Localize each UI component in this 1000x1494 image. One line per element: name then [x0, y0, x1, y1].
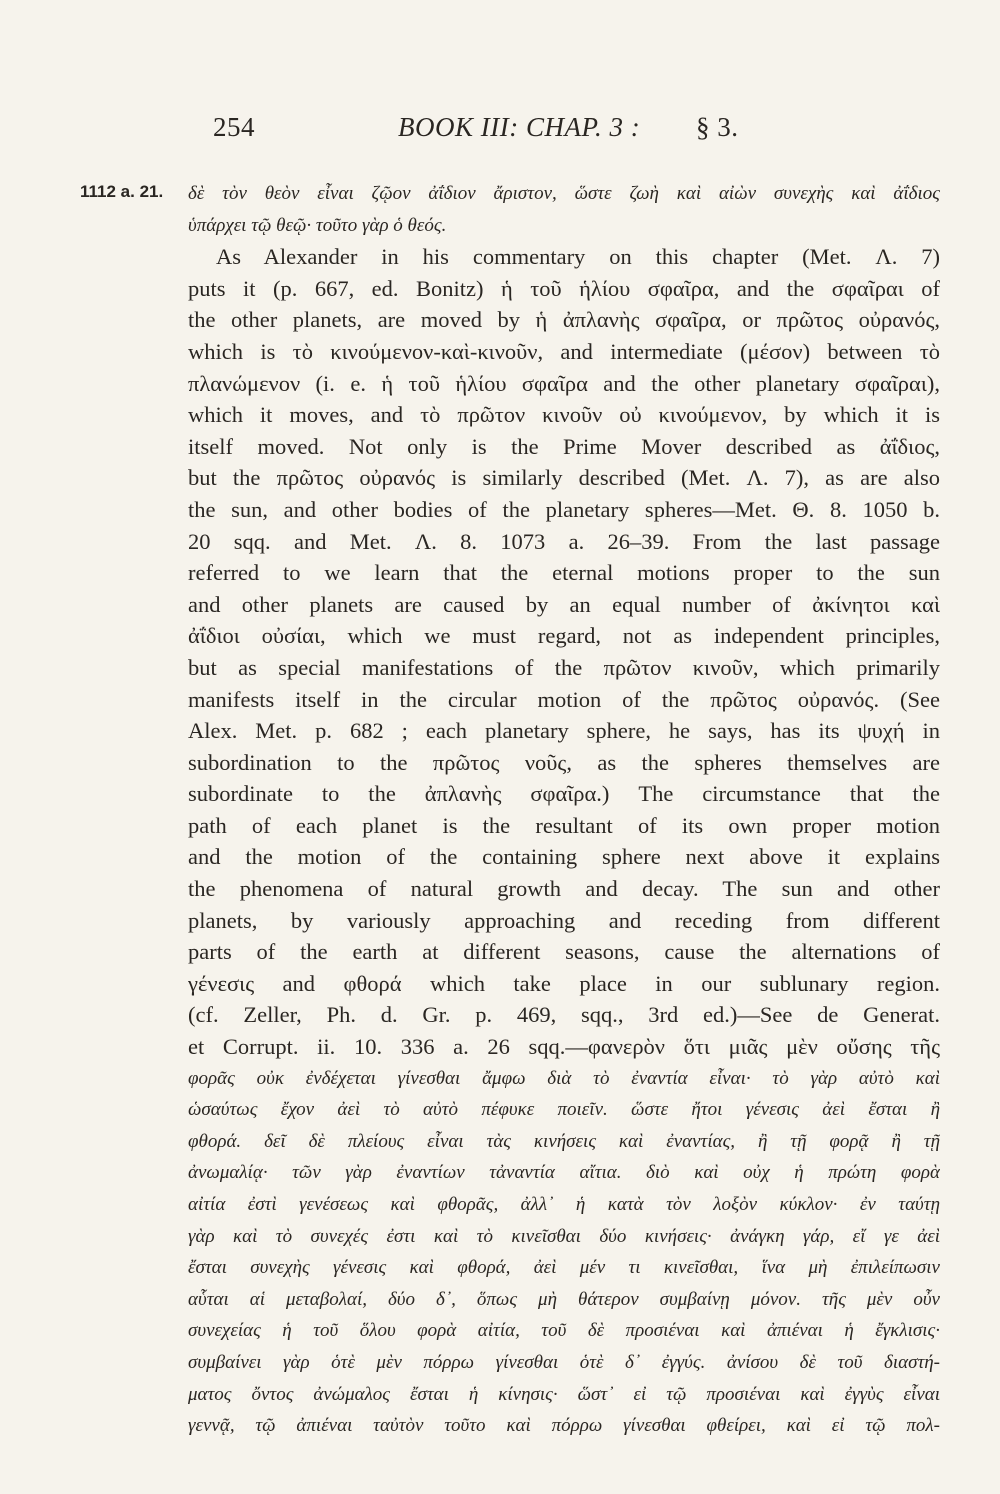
text-line: ὡσαύτως ἔχον ἀεὶ τὸ αὐτὸ πέφυκε ποιεῖν. ὥστε ἤτοι γένεσις ἀεὶ ἔσται ἢ — [188, 1099, 940, 1121]
text-line: subordination to the πρῶτος νοῦς, as the spheres themselves are — [188, 749, 940, 775]
text-line: itself moved. Not only is the Prime Mover described as ἀΐδιος, — [188, 433, 940, 459]
text-line: path of each planet is the resultant of its own proper motion — [188, 812, 940, 838]
text-line: the other planets, are moved by ἡ ἀπλανὴς σφαῖρα, or πρῶτος οὐρανός, — [188, 307, 940, 333]
text-line: referred to we learn that the eternal motions proper to the sun — [188, 560, 940, 586]
text-line: (cf. Zeller, Ph. d. Gr. p. 469, sqq., 3rd ed.)—See de Generat. — [188, 1002, 940, 1028]
text-line: and the motion of the containing sphere next above it explains — [188, 844, 940, 870]
text-line: but the πρῶτος οὐρανός is similarly described (Met. Λ. 7), as are also — [188, 465, 940, 491]
text-line: et Corrupt. ii. 10. 336 a. 26 sqq.—φανερὸν ὅτι μιᾶς μὲν οὔσης τῆς — [188, 1034, 940, 1060]
text-line: and other planets are caused by an equal number of ἀκίνητοι καὶ — [188, 591, 940, 617]
text-line: ματος ὄντος ἀνώμαλος ἔσται ἡ κίνησις· ὥστ᾽ εἰ τῷ προσιέναι καὶ ἐγγὺς εἶναι — [188, 1383, 940, 1405]
text-line: 20 sqq. and Met. Λ. 8. 1073 a. 26–39. From the last passage — [188, 528, 940, 554]
text-line: γεννᾷ, τῷ ἀπιέναι ταὐτὸν τοῦτο καὶ πόρρω γίνεσθαι φθείρει, καὶ εἰ τῷ πολ- — [188, 1415, 940, 1437]
text-line: puts it (p. 667, ed. Bonitz) ἡ τοῦ ἡλίου σφαῖρα, and the σφαῖραι of — [188, 275, 940, 301]
text-line: As Alexander in his commentary on this chapter (Met. Λ. 7) — [216, 244, 940, 270]
text-line: ἀΐδιοι οὐσίαι, which we must regard, not as independent principles, — [188, 623, 940, 649]
page-number: 254 — [213, 112, 255, 142]
text-line: manifests itself in the circular motion of the πρῶτος οὐρανός. (See — [188, 686, 940, 712]
text-line: γὰρ καὶ τὸ συνεχές ἐστι καὶ τὸ κινεῖσθαι δύο κινήσεις· ἀνάγκη γάρ, εἴ γε ἀεὶ — [188, 1225, 940, 1247]
text-line: φορᾶς οὐκ ἐνδέχεται γίνεσθαι ἄμφω διὰ τὸ ἐναντία εἶναι· τὸ γὰρ αὐτὸ καὶ — [188, 1067, 940, 1089]
text-line: which is τὸ κινούμενον-καὶ-κινοῦν, and intermediate (μέσον) between τὸ — [188, 338, 940, 364]
text-line: δὲ τὸν θεὸν εἶναι ζῷον ἀΐδιον ἄριστον, ὥστε ζωὴ καὶ αἰὼν συνεχὴς καὶ ἀΐδιος — [188, 183, 940, 204]
text-line: ἀνωμαλίᾳ· τῶν γὰρ ἐναντίων τἀναντία αἴτια. διὸ καὶ οὐχ ἡ πρώτη φορὰ — [188, 1162, 940, 1184]
text-line: but as special manifestations of the πρῶτον κινοῦν, which primarily — [188, 654, 940, 680]
text-line: parts of the earth at different seasons, cause the alternations of — [188, 939, 940, 965]
text-line: the phenomena of natural growth and decay. The sun and other — [188, 876, 940, 902]
text-line: συνεχείας ἡ τοῦ ὅλου φορὰ αἰτία, τοῦ δὲ προσιέναι καὶ ἀπιέναι ἡ ἔγκλισις· — [188, 1320, 940, 1342]
text-line: which it moves, and τὸ πρῶτον κινοῦν οὐ κινούμενον, by which it is — [188, 402, 940, 428]
text-line: αἰτία ἐστὶ γενέσεως καὶ φθορᾶς, ἀλλ᾽ ἡ κατὰ τὸν λοξὸν κύκλον· ἐν ταύτῃ — [188, 1194, 940, 1215]
section-mark: § 3. — [696, 112, 739, 142]
running-head: BOOK III: CHAP. 3 : — [398, 112, 641, 142]
text-line: συμβαίνει γὰρ ὁτὲ μὲν πόρρω γίνεσθαι ὁτὲ δ᾽ ἐγγύς. ἀνίσου δὲ τοῦ διαστή- — [188, 1351, 940, 1373]
text-line: planets, by variously approaching and receding from different — [188, 907, 940, 933]
body-text — [188, 178, 940, 1442]
text-line: αὗται αἱ μεταβολαί, δύο δ᾽, ὅπως μὴ θάτερον συμβαίνῃ μόνον. τῆς μὲν οὖν — [188, 1288, 940, 1310]
text-line: the sun, and other bodies of the planetary spheres—Met. Θ. 8. 1050 b. — [188, 496, 940, 522]
text-line: subordinate to the ἀπλανὴς σφαῖρα.) The circumstance that the — [188, 781, 940, 807]
text-line: ἔσται συνεχὴς γένεσις καὶ φθορά, ἀεὶ μέν τι κινεῖσθαι, ἵνα μὴ ἐπιλείπωσιν — [188, 1257, 940, 1279]
text-line: φθορά. δεῖ δὲ πλείους εἶναι τὰς κινήσεις καὶ ἐναντίας, ἢ τῇ φορᾷ ἢ τῇ — [188, 1130, 940, 1152]
text-line: ὑπάρχει τῷ θεῷ· τοῦτο γὰρ ὁ θεός. — [188, 214, 447, 236]
text-line: γένεσις and φθορά which take place in our sublunary region. — [188, 970, 940, 996]
margin-reference: 1112 a. 21. — [80, 182, 164, 201]
text-line: Alex. Met. p. 682 ; each planetary sphere, he says, has its ψυχή in — [188, 718, 940, 744]
text-line: πλανώμενον (i. e. ἡ τοῦ ἡλίου σφαῖρα and the other planetary σφαῖραι), — [188, 370, 940, 396]
